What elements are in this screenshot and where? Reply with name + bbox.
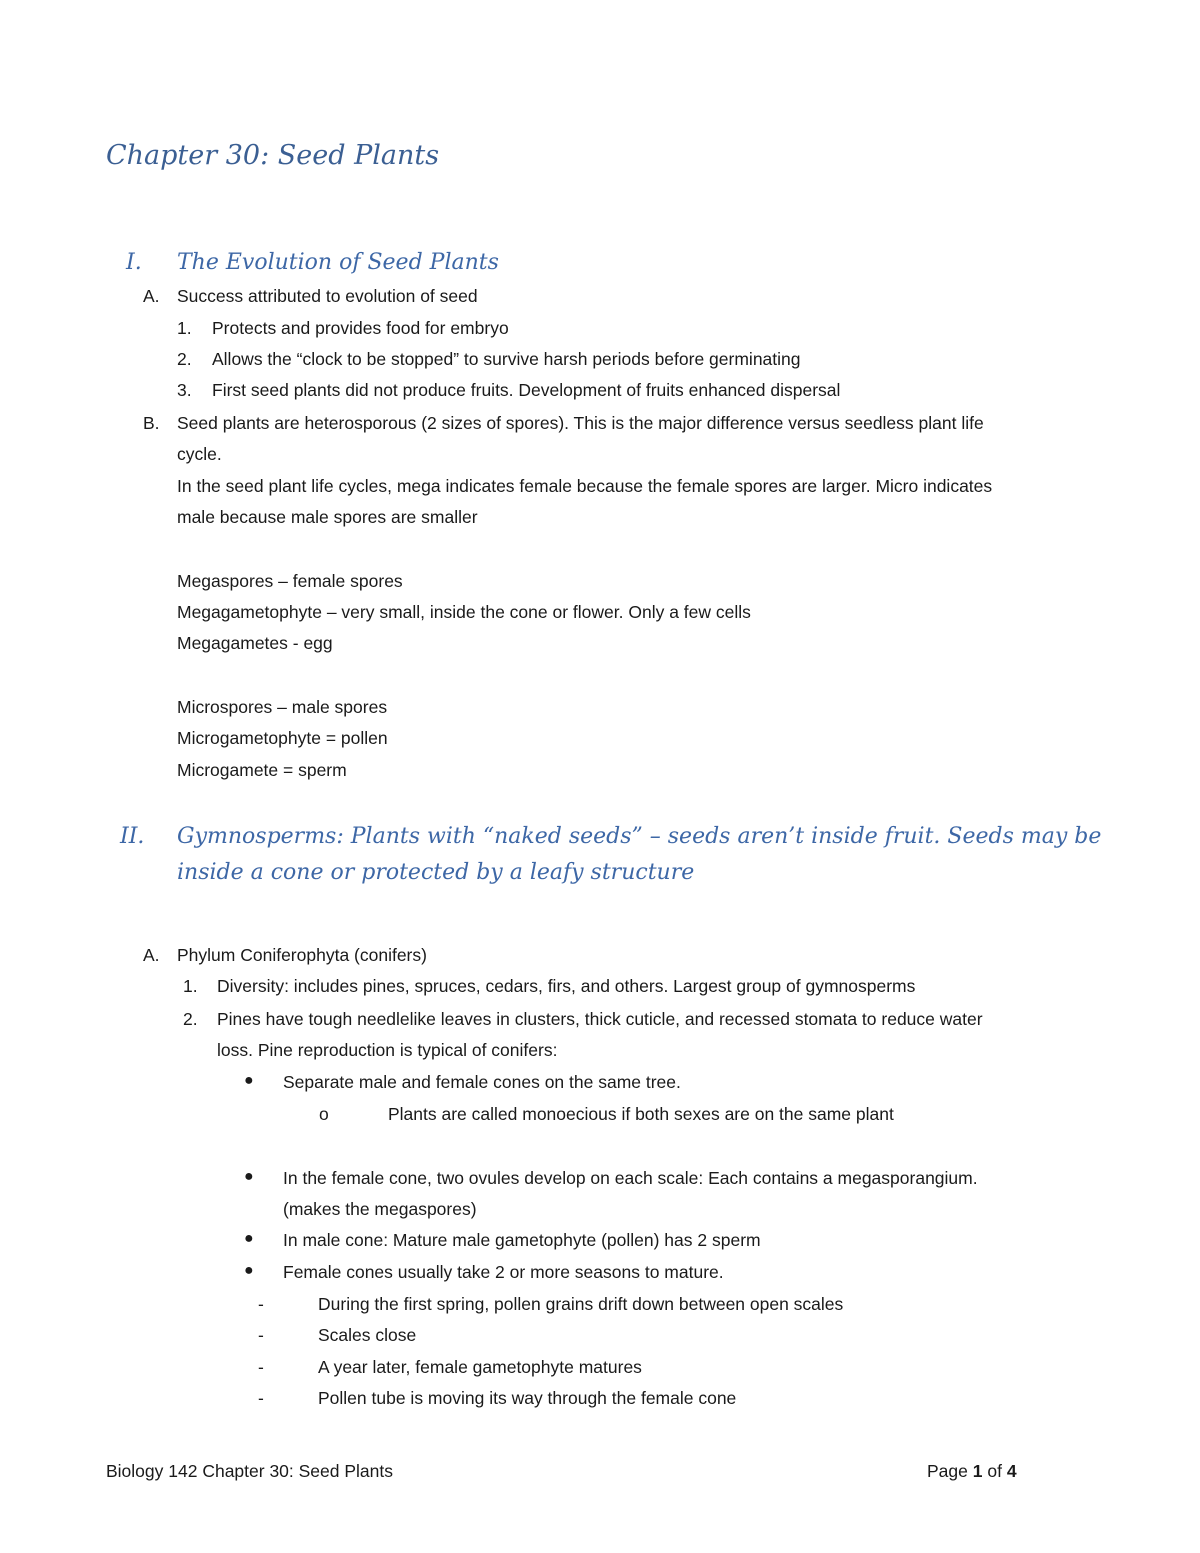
footer-left: Biology 142 Chapter 30: Seed Plants xyxy=(106,1461,393,1481)
section-1-b-line: Seed plants are heterosporous (2 sizes of spores). This is the major difference versus seedless plant life xyxy=(177,413,984,433)
dash-marker: - xyxy=(258,1388,264,1408)
dash-marker: - xyxy=(258,1357,264,1377)
bullet-text: (makes the megaspores) xyxy=(283,1199,477,1219)
bullet-icon: ● xyxy=(244,1262,254,1279)
list-item-marker: 2. xyxy=(177,349,192,369)
bullet-icon: ● xyxy=(244,1230,254,1247)
section-1-b-line: In the seed plant life cycles, mega indicates female because the female spores are larger. Micro indicates xyxy=(177,476,993,496)
dash-marker: - xyxy=(258,1294,264,1314)
section-2-number: II. xyxy=(120,824,145,849)
list-item: Protects and provides food for embryo xyxy=(212,318,509,338)
document-title: Chapter 30: Seed Plants xyxy=(106,140,440,171)
dash-text: During the first spring, pollen grains drift down between open scales xyxy=(318,1294,844,1314)
dash-text: A year later, female gametophyte matures xyxy=(318,1357,642,1377)
of-word: of xyxy=(987,1461,1002,1481)
list-item: Allows the “clock to be stopped” to survive harsh periods before germinating xyxy=(212,349,801,369)
bullet-icon: ● xyxy=(244,1072,254,1089)
bullet-text: In the female cone, two ovules develop on each scale: Each contains a megasporangium. xyxy=(283,1168,978,1188)
mega-line: Megagametophyte – very small, inside the cone or flower. Only a few cells xyxy=(177,602,751,622)
page-total: 4 xyxy=(1006,1461,1017,1481)
list-item-marker: 3. xyxy=(177,380,192,400)
section-1-b-line: male because male spores are smaller xyxy=(177,507,478,527)
page-word: Page xyxy=(927,1461,968,1481)
list-item-marker: 2. xyxy=(183,1009,198,1029)
sub-bullet-text: Plants are called monoecious if both sexes are on the same plant xyxy=(388,1104,894,1124)
section-1-b-marker: B. xyxy=(143,413,160,433)
section-2-a-text: Phylum Coniferophyta (conifers) xyxy=(177,945,427,965)
list-item-marker: 1. xyxy=(183,976,198,996)
mega-line: Megaspores – female spores xyxy=(177,571,403,591)
footer-page-number xyxy=(927,1461,1017,1482)
section-1-a-text: Success attributed to evolution of seed xyxy=(177,286,478,306)
page-num: 1 xyxy=(972,1461,983,1481)
dash-marker: - xyxy=(258,1325,264,1345)
list-item: Diversity: includes pines, spruces, cedars, firs, and others. Largest group of gymnosperms xyxy=(217,976,916,996)
section-2-heading-line: Gymnosperms: Plants with “naked seeds” – seeds aren’t inside fruit. Seeds may be xyxy=(177,824,1102,849)
list-item-marker: 1. xyxy=(177,318,192,338)
micro-line: Microspores – male spores xyxy=(177,697,388,717)
list-item: First seed plants did not produce fruits. Development of fruits enhanced dispersal xyxy=(212,380,841,400)
sub-bullet-marker: o xyxy=(319,1104,329,1124)
dash-text: Pollen tube is moving its way through the female cone xyxy=(318,1388,737,1408)
bullet-text: Female cones usually take 2 or more seasons to mature. xyxy=(283,1262,724,1282)
bullet-icon: ● xyxy=(244,1168,254,1185)
mega-line: Megagametes - egg xyxy=(177,633,333,653)
section-1-heading: The Evolution of Seed Plants xyxy=(177,250,499,275)
micro-line: Microgamete = sperm xyxy=(177,760,347,780)
micro-line: Microgametophyte = pollen xyxy=(177,728,388,748)
section-2-a-marker: A. xyxy=(143,945,160,965)
section-1-b-line: cycle. xyxy=(177,444,222,464)
section-1-a-marker: A. xyxy=(143,286,160,306)
list-item: loss. Pine reproduction is typical of conifers: xyxy=(217,1040,558,1060)
section-2-heading-line: inside a cone or protected by a leafy structure xyxy=(177,860,695,885)
dash-text: Scales close xyxy=(318,1325,417,1345)
bullet-text: In male cone: Mature male gametophyte (pollen) has 2 sperm xyxy=(283,1230,761,1250)
bullet-text: Separate male and female cones on the same tree. xyxy=(283,1072,681,1092)
section-1-number: I. xyxy=(126,250,142,275)
list-item: Pines have tough needlelike leaves in clusters, thick cuticle, and recessed stomata to reduce water xyxy=(217,1009,983,1029)
